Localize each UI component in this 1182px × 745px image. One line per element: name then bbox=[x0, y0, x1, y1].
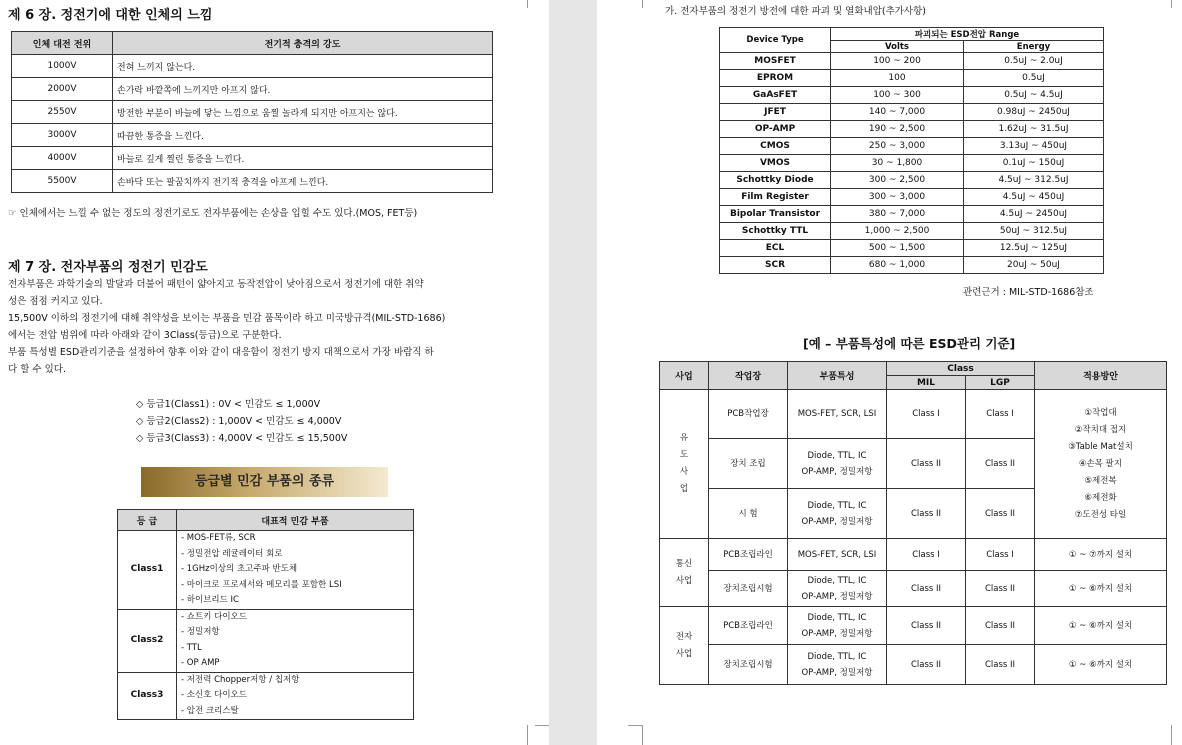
cell: Class II bbox=[887, 439, 966, 489]
table-row bbox=[720, 121, 1104, 138]
cell: Class I bbox=[887, 539, 966, 571]
cell: Class II bbox=[887, 489, 966, 539]
grade-line: ◇ 등급3(Class3) : 4,000V < 민감도 ≤ 15,500V bbox=[136, 433, 348, 444]
cell: 30 ~ 1,800 bbox=[831, 155, 964, 172]
paragraph-line: 다 할 수 있다. bbox=[8, 364, 66, 375]
cell: 바늘로 깊게 찔린 통증을 느낀다. bbox=[113, 147, 493, 170]
paragraph-line: 전자부품은 과학기술의 발달과 더불어 패턴이 얇아지고 동작전압이 낮아짐으로서 정전기에 대한 취약 bbox=[8, 279, 424, 290]
cell: 250 ~ 3,000 bbox=[831, 138, 964, 155]
col-header: Class bbox=[887, 362, 1035, 376]
table-row bbox=[660, 645, 1167, 685]
col-header: 인체 대전 전위 bbox=[12, 32, 113, 55]
cell: Class I bbox=[966, 390, 1035, 439]
table-row bbox=[720, 223, 1104, 240]
cell: 손바닥 또는 팔꿈치까지 전기적 충격을 아프게 느낀다. bbox=[113, 170, 493, 193]
class-cell: Class1 bbox=[118, 531, 177, 610]
cell: 0.5uJ ~ 2.0uJ bbox=[964, 53, 1104, 70]
grade-parts-table bbox=[117, 509, 414, 720]
page-gap bbox=[549, 0, 597, 745]
cell: 500 ~ 1,500 bbox=[831, 240, 964, 257]
cell: 방전한 부분이 바늘에 닿는 느낌으로 움찔 놀라게 되지만 아프지는 않다. bbox=[113, 101, 493, 124]
cell: Film Register bbox=[720, 189, 831, 206]
table-row bbox=[12, 147, 493, 170]
part-item: - TTL bbox=[181, 642, 202, 653]
crop-mark bbox=[642, 0, 655, 8]
part-item: - 정밀저항 bbox=[181, 627, 220, 637]
left-page bbox=[0, 0, 549, 745]
col-header: 작업장 bbox=[709, 362, 788, 390]
cell: Diode, TTL, IC OP-AMP, 정밀저항 bbox=[788, 645, 887, 685]
col-header: LGP bbox=[966, 376, 1035, 390]
part-item: - OP AMP bbox=[181, 658, 220, 668]
cell: Class II bbox=[966, 645, 1035, 685]
note: ☞ 인체에서는 느낄 수 없는 정도의 정전기로도 전자부품에는 손상을 입힐 수도 있다.(MOS, FET등) bbox=[8, 208, 418, 219]
cell: PCB조립라인 bbox=[709, 607, 788, 645]
paragraph-line: 에서는 전압 범위에 따라 아래와 같이 3Class(등급)으로 구분한다. bbox=[8, 330, 282, 341]
method-cell: ① ~ ⑥까지 설치 bbox=[1035, 645, 1167, 685]
col-header: 부품특성 bbox=[788, 362, 887, 390]
cell: Diode, TTL, IC OP-AMP, 정밀저항 bbox=[788, 439, 887, 489]
cell: Class II bbox=[966, 607, 1035, 645]
cell: Class II bbox=[887, 607, 966, 645]
class-cell: Class2 bbox=[118, 609, 177, 672]
col-header: 파괴되는 ESD전압 Range bbox=[831, 28, 1104, 41]
table-row bbox=[720, 257, 1104, 274]
paragraph-line: 성은 점점 커지고 있다. bbox=[8, 296, 103, 307]
cell: 장치조립시험 bbox=[709, 571, 788, 607]
table-row bbox=[720, 206, 1104, 223]
table-row bbox=[12, 101, 493, 124]
col-header: 전기적 충격의 강도 bbox=[113, 32, 493, 55]
paragraph-line: 15,500V 이하의 정전기에 대해 취약성을 보이는 부품을 민감 품목이라 하고 미국방규격(MIL-STD-1686) bbox=[8, 313, 446, 324]
esd-range-table bbox=[719, 27, 1104, 274]
cell: 4.5uJ ~ 312.5uJ bbox=[964, 172, 1104, 189]
part-item: - 마이크로 프로세서와 메모리를 포함한 LSI bbox=[181, 579, 342, 590]
cell: ECL bbox=[720, 240, 831, 257]
crop-mark bbox=[1171, 0, 1182, 8]
table-row bbox=[660, 539, 1167, 571]
cell: 4000V bbox=[12, 147, 113, 170]
cell: 0.98uJ ~ 2450uJ bbox=[964, 104, 1104, 121]
cell: 100 ~ 300 bbox=[831, 87, 964, 104]
cell: 4.5uJ ~ 2450uJ bbox=[964, 206, 1104, 223]
class-cell: Class3 bbox=[118, 672, 177, 720]
table-row bbox=[12, 78, 493, 101]
col-header: 대표적 민감 부품 bbox=[177, 510, 414, 531]
cell: 300 ~ 3,000 bbox=[831, 189, 964, 206]
cell: PCB작업장 bbox=[709, 390, 788, 439]
cell: Diode, TTL, IC OP-AMP, 정밀저항 bbox=[788, 489, 887, 539]
reference-note: 관련근거 : MIL-STD-1686참조 bbox=[963, 287, 1094, 298]
cell: 4.5uJ ~ 450uJ bbox=[964, 189, 1104, 206]
paragraph-line: 부품 특성별 ESD관리기준을 설정하여 향후 이와 같이 대응함이 정전기 방지 대책으로서 가장 바람직 하 bbox=[8, 347, 434, 358]
part-item: - 정밀전압 레귤레이터 회로 bbox=[181, 548, 283, 559]
cell: 12.5uJ ~ 125uJ bbox=[964, 240, 1104, 257]
cell: 20uJ ~ 50uJ bbox=[964, 257, 1104, 274]
crop-mark bbox=[535, 725, 549, 727]
cell: 장치조립시험 bbox=[709, 645, 788, 685]
table-row bbox=[118, 531, 414, 610]
cell: 100 ~ 200 bbox=[831, 53, 964, 70]
cell: Schottky TTL bbox=[720, 223, 831, 240]
col-header: Device Type bbox=[720, 28, 831, 53]
cell: 100 bbox=[831, 70, 964, 87]
part-item: - 1GHz이상의 초고주파 반도체 bbox=[181, 564, 298, 574]
cell: Class II bbox=[966, 489, 1035, 539]
cell: Class II bbox=[966, 571, 1035, 607]
cell: CMOS bbox=[720, 138, 831, 155]
cell: 2000V bbox=[12, 78, 113, 101]
crop-mark bbox=[628, 725, 642, 727]
cell: 전혀 느끼지 않는다. bbox=[113, 55, 493, 78]
cell: Class II bbox=[887, 571, 966, 607]
cell: 시 험 bbox=[709, 489, 788, 539]
cell: 0.5uJ ~ 4.5uJ bbox=[964, 87, 1104, 104]
cell: Class I bbox=[966, 539, 1035, 571]
part-item: - 소신호 다이오드 bbox=[181, 690, 247, 700]
parts-cell bbox=[177, 609, 414, 672]
table-row bbox=[720, 104, 1104, 121]
table-row bbox=[720, 240, 1104, 257]
table-row bbox=[720, 87, 1104, 104]
table-row bbox=[12, 55, 493, 78]
table-row bbox=[720, 70, 1104, 87]
cell: 1000V bbox=[12, 55, 113, 78]
part-item: - 하이브리드 IC bbox=[181, 595, 239, 605]
cell: 140 ~ 7,000 bbox=[831, 104, 964, 121]
part-item: - 저전력 Chopper저항 / 칩저항 bbox=[181, 674, 300, 685]
crop-mark bbox=[1171, 725, 1182, 745]
crop-mark bbox=[642, 725, 655, 745]
method-cell: ① ~ ⑦까지 설치 bbox=[1035, 539, 1167, 571]
cell: 따끔한 통증을 느낀다. bbox=[113, 124, 493, 147]
cell: GaAsFET bbox=[720, 87, 831, 104]
section-heading: 가. 전자부품의 정전기 방전에 대한 파괴 및 열화내압(추가사항) bbox=[665, 6, 926, 17]
table-row bbox=[720, 138, 1104, 155]
cell: Class II bbox=[887, 645, 966, 685]
cell: 3000V bbox=[12, 124, 113, 147]
cell: 190 ~ 2,500 bbox=[831, 121, 964, 138]
col-header: Energy bbox=[964, 41, 1104, 53]
table-row bbox=[720, 155, 1104, 172]
biz-cell: 전자 사업 bbox=[660, 607, 709, 685]
cell: MOS-FET, SCR, LSI bbox=[788, 390, 887, 439]
cell: 380 ~ 7,000 bbox=[831, 206, 964, 223]
chapter6-title: 제 6 장. 정전기에 대한 인체의 느낌 bbox=[8, 8, 213, 23]
cell: PCB조립라인 bbox=[709, 539, 788, 571]
crop-mark bbox=[527, 725, 540, 745]
cell: 300 ~ 2,500 bbox=[831, 172, 964, 189]
parts-cell bbox=[177, 672, 414, 720]
cell: 3.13uJ ~ 450uJ bbox=[964, 138, 1104, 155]
cell: MOS-FET, SCR, LSI bbox=[788, 539, 887, 571]
sensation-table bbox=[11, 31, 493, 193]
cell: 0.5uJ bbox=[964, 70, 1104, 87]
part-item: - MOS-FET류, SCR bbox=[181, 533, 256, 543]
section-banner: 등급별 민감 부품의 종류 bbox=[141, 467, 388, 497]
table-row bbox=[720, 172, 1104, 189]
col-header: 사업 bbox=[660, 362, 709, 390]
esd-management-table bbox=[659, 361, 1167, 685]
table-row bbox=[118, 672, 414, 720]
crop-mark bbox=[527, 0, 540, 8]
parts-cell bbox=[177, 531, 414, 610]
cell: Class II bbox=[966, 439, 1035, 489]
cell: Schottky Diode bbox=[720, 172, 831, 189]
cell: MOSFET bbox=[720, 53, 831, 70]
cell: OP-AMP bbox=[720, 121, 831, 138]
cell: 2550V bbox=[12, 101, 113, 124]
cell: Bipolar Transistor bbox=[720, 206, 831, 223]
part-item: - 압전 크리스탈 bbox=[181, 705, 239, 716]
cell: 5500V bbox=[12, 170, 113, 193]
cell: 50uJ ~ 312.5uJ bbox=[964, 223, 1104, 240]
cell: Class I bbox=[887, 390, 966, 439]
method-cell: ① ~ ⑥까지 설치 bbox=[1035, 571, 1167, 607]
method-cell: ① ~ ⑥까지 설치 bbox=[1035, 607, 1167, 645]
cell: Diode, TTL, IC OP-AMP, 정밀저항 bbox=[788, 571, 887, 607]
cell: 장치 조립 bbox=[709, 439, 788, 489]
table-row bbox=[118, 609, 414, 672]
col-header: 등 급 bbox=[118, 510, 177, 531]
table-row bbox=[660, 571, 1167, 607]
biz-cell: 통신 사업 bbox=[660, 539, 709, 607]
col-header: 적용방안 bbox=[1035, 362, 1167, 390]
method-cell: ①작업대 ②작치대 접지 ③Table Mat설치 ④손목 팔지 ⑤제전복 ⑥제전화 ⑦도전성 타일 bbox=[1035, 390, 1167, 539]
cell: 1,000 ~ 2,500 bbox=[831, 223, 964, 240]
part-item: - 쇼트키 다이오드 bbox=[181, 611, 247, 622]
table-row bbox=[720, 53, 1104, 70]
cell: Diode, TTL, IC OP-AMP, 정밀저항 bbox=[788, 607, 887, 645]
chapter7-title: 제 7 장. 전자부품의 정전기 민감도 bbox=[8, 260, 208, 275]
table-row bbox=[660, 390, 1167, 439]
cell: 0.1uJ ~ 150uJ bbox=[964, 155, 1104, 172]
cell: 1.62uJ ~ 31.5uJ bbox=[964, 121, 1104, 138]
cell: JFET bbox=[720, 104, 831, 121]
table-row bbox=[720, 189, 1104, 206]
cell: SCR bbox=[720, 257, 831, 274]
table-row bbox=[660, 607, 1167, 645]
cell: 손가락 바깥쪽에 느끼지만 아프지 않다. bbox=[113, 78, 493, 101]
table-row bbox=[12, 124, 493, 147]
grade-line: ◇ 등급2(Class2) : 1,000V < 민감도 ≤ 4,000V bbox=[136, 416, 342, 427]
col-header: MIL bbox=[887, 376, 966, 390]
biz-cell: 유 도 사 업 bbox=[660, 390, 709, 539]
cell: VMOS bbox=[720, 155, 831, 172]
table-title: [예 – 부품특성에 따른 ESD관리 기준] bbox=[803, 336, 1016, 351]
table-row bbox=[12, 170, 493, 193]
cell: EPROM bbox=[720, 70, 831, 87]
grade-line: ◇ 등급1(Class1) : 0V < 민감도 ≤ 1,000V bbox=[136, 399, 321, 410]
col-header: Volts bbox=[831, 41, 964, 53]
right-page bbox=[597, 0, 1182, 745]
cell: 680 ~ 1,000 bbox=[831, 257, 964, 274]
